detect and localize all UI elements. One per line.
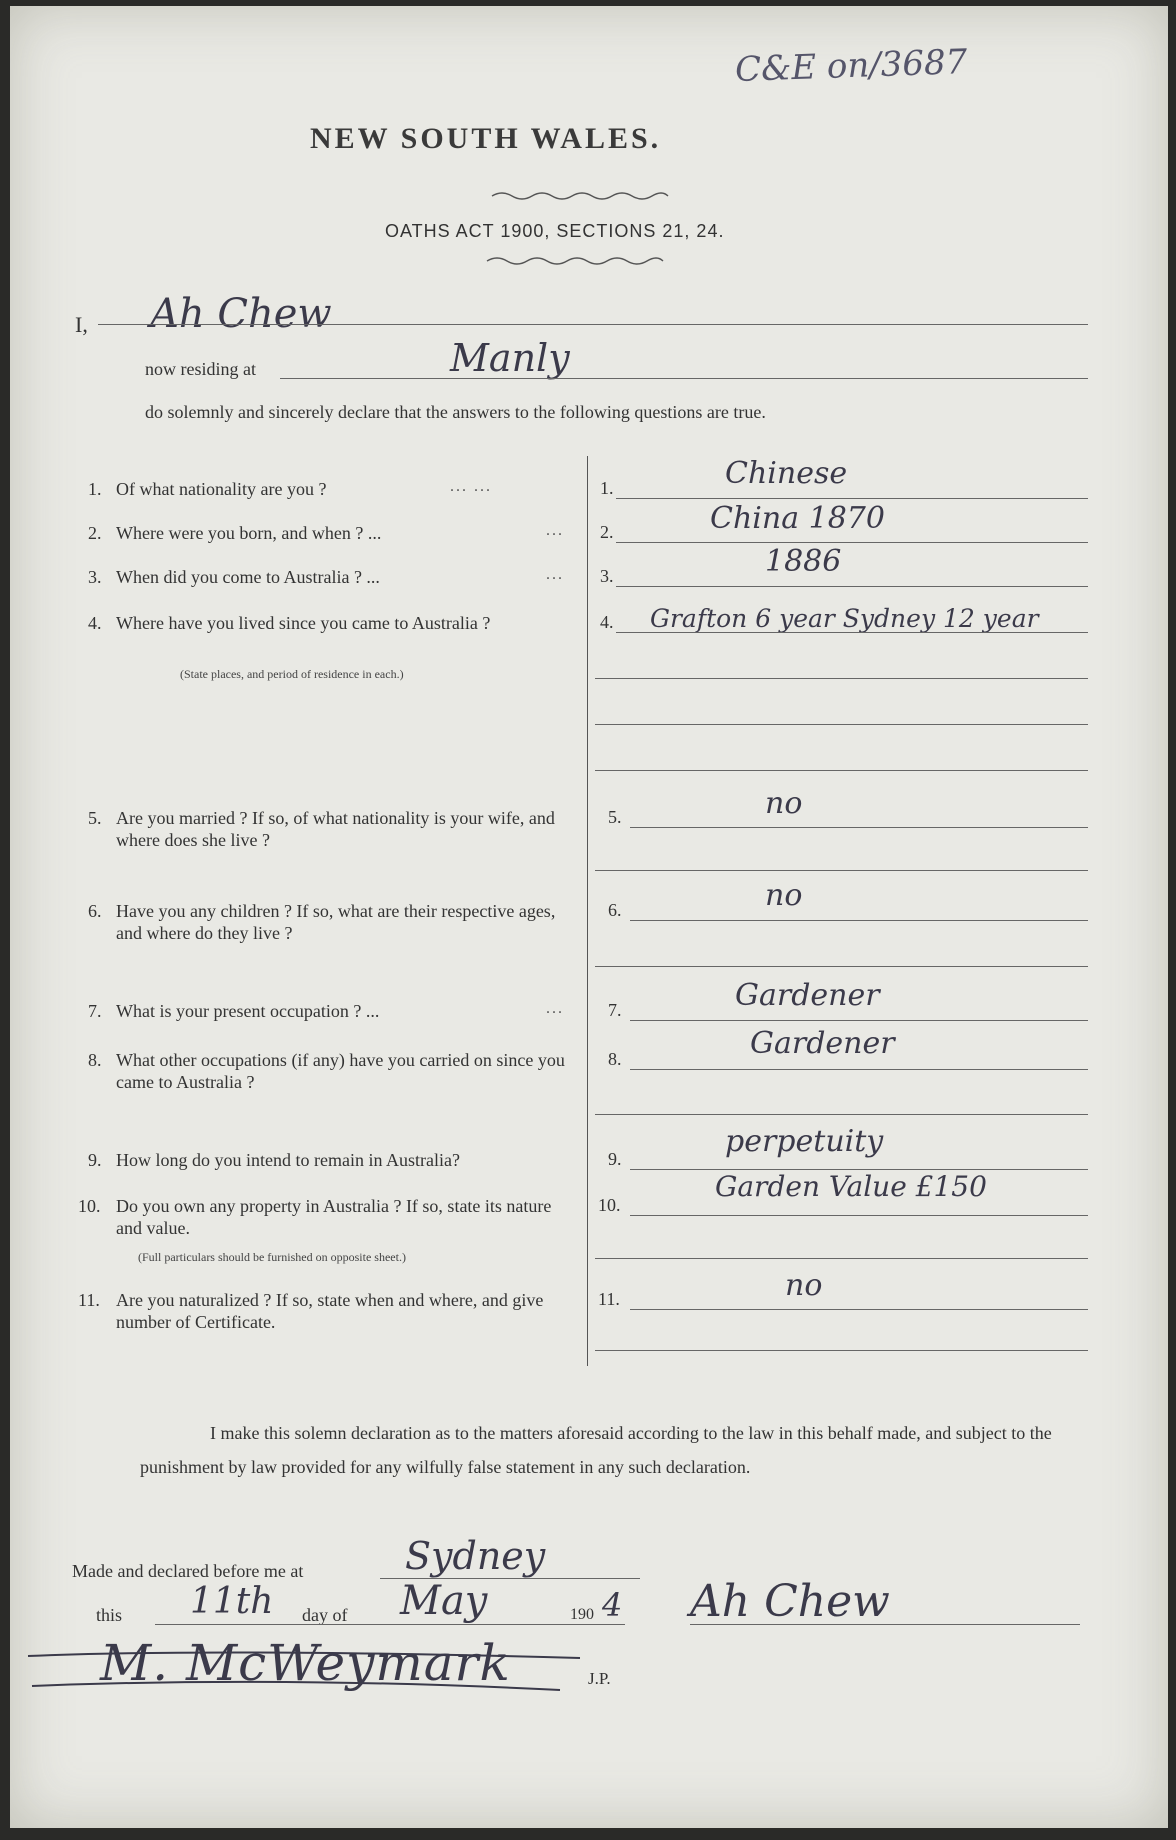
question-text: What is your present occupation ? ... [116,1001,380,1021]
jp-label: J.P. [588,1669,611,1688]
answer-line-extra [595,1258,1088,1259]
answer-line [616,586,1088,587]
leader-dots: ... [546,522,564,539]
answer: no [765,786,803,821]
solemn-declaration: I make this solemn declaration as to the matters aforesaid according to the law in this behalf made, and subject to the punishment by law provided for any wilfully false statement in any such declaration. [140,1423,1052,1477]
name-line [98,324,1088,325]
declaration-month: May [400,1578,488,1624]
answer: perpetuity [725,1124,884,1159]
question-text: What other occupations (if any) have you carried on since you came to Australia ? [116,1050,565,1092]
question-number: 5. [88,808,102,828]
answer-number: 1. [600,478,614,498]
question-number: 1. [88,479,102,499]
declarant-signature-line [690,1624,1080,1625]
answer-line-extra [595,1350,1088,1351]
answer-line [616,542,1088,543]
question-text: How long do you intend to remain in Australia? [116,1150,460,1170]
answer-line [630,1215,1088,1216]
answer-line-extra [595,678,1088,679]
answer-line [616,498,1088,499]
question-number: 6. [88,901,102,921]
answer-line-extra [595,966,1088,967]
title-flourish-top [490,188,670,202]
answer-number: 2. [600,522,614,542]
leader-dots: ... [546,1000,564,1017]
answer-line-extra [595,1114,1088,1115]
question-text: Where were you born, and when ? ... [116,523,382,543]
question-number: 3. [88,567,102,587]
question-number: 9. [88,1150,102,1170]
answer: China 1870 [710,501,885,536]
leader-dots: ... ... [450,478,492,495]
answer-number: 8. [608,1049,622,1069]
answer: no [785,1268,823,1303]
column-divider [587,456,588,1366]
question-text: Do you own any property in Australia ? If so, state its nature and value. [116,1196,552,1238]
answer-line [630,827,1088,828]
question-number: 2. [88,523,102,543]
residing-label: now residing at [145,359,256,379]
leader-dots: ... [546,566,564,583]
declarant-name: Ah Chew [150,291,332,337]
question-number: 7. [88,1001,102,1021]
question-note: (Full particulars should be furnished on opposite sheet.) [138,1250,406,1264]
declaration-day: 11th [190,1581,274,1622]
answer-line-extra [595,870,1088,871]
question-text: When did you come to Australia ? ... [116,567,380,587]
intro-prefix: I, [75,312,88,337]
answer-number: 5. [608,807,622,827]
residence-line [280,378,1088,379]
answer-number: 4. [600,612,614,632]
made-declared-label: Made and declared before me at [72,1561,304,1581]
page-subtitle: OATHS ACT 1900, SECTIONS 21, 24. [385,221,725,241]
answer: Chinese [725,456,848,491]
day-of-label: day of [302,1605,348,1625]
answer-line-extra [595,724,1088,725]
declarant-signature: Ah Chew [690,1576,890,1627]
answer: Garden Value £150 [715,1170,987,1203]
declaration-text: do solemnly and sincerely declare that the answers to the following questions are true. [145,402,766,422]
question-number: 11. [78,1290,100,1310]
page-title: NEW SOUTH WALES. [310,122,662,155]
answer: Grafton 6 year Sydney 12 year [650,604,1039,633]
answer-line [630,1309,1088,1310]
this-label: this [96,1605,123,1625]
answer: 1886 [765,544,842,579]
question-text: Are you married ? If so, of what nationality is your wife, and where does she live ? [116,808,555,850]
reference-note: C&E on/3687 [734,41,968,91]
declaration-form [10,6,1168,1828]
year-suffix: 4 [602,1586,623,1624]
question-text: Where have you lived since you came to Australia ? [116,613,491,633]
title-flourish-bottom [485,253,665,267]
jp-signature: M. McWeymark [100,1634,511,1692]
question-number: 8. [88,1050,102,1070]
question-text: Have you any children ? If so, what are their respective ages, and where do they live ? [116,901,556,943]
answer-line [630,1069,1088,1070]
answer-line [630,920,1088,921]
answer-number: 6. [608,900,622,920]
answer-line [630,1020,1088,1021]
year-prefix: 190 [570,1606,594,1623]
answer-number: 3. [600,566,614,586]
question-text: Of what nationality are you ? [116,479,327,499]
answer-number: 10. [598,1195,621,1215]
answer-number: 11. [598,1289,620,1309]
answer: no [765,878,803,913]
question-note: (State places, and period of residence in each.) [180,667,404,681]
date-line [155,1624,625,1625]
answer: Gardener [735,978,880,1013]
jp-signature-underline [20,1646,600,1706]
answer: Gardener [750,1026,895,1061]
question-number: 10. [78,1196,101,1216]
answer-line-extra [595,770,1088,771]
answer-number: 9. [608,1149,622,1169]
answer-number: 7. [608,1000,622,1020]
question-number: 4. [88,613,102,633]
declaration-place: Sydney [405,1534,546,1578]
question-text: Are you naturalized ? If so, state when and where, and give number of Certificate. [116,1290,544,1332]
residence: Manly [450,336,570,380]
answer-line [616,632,1088,633]
